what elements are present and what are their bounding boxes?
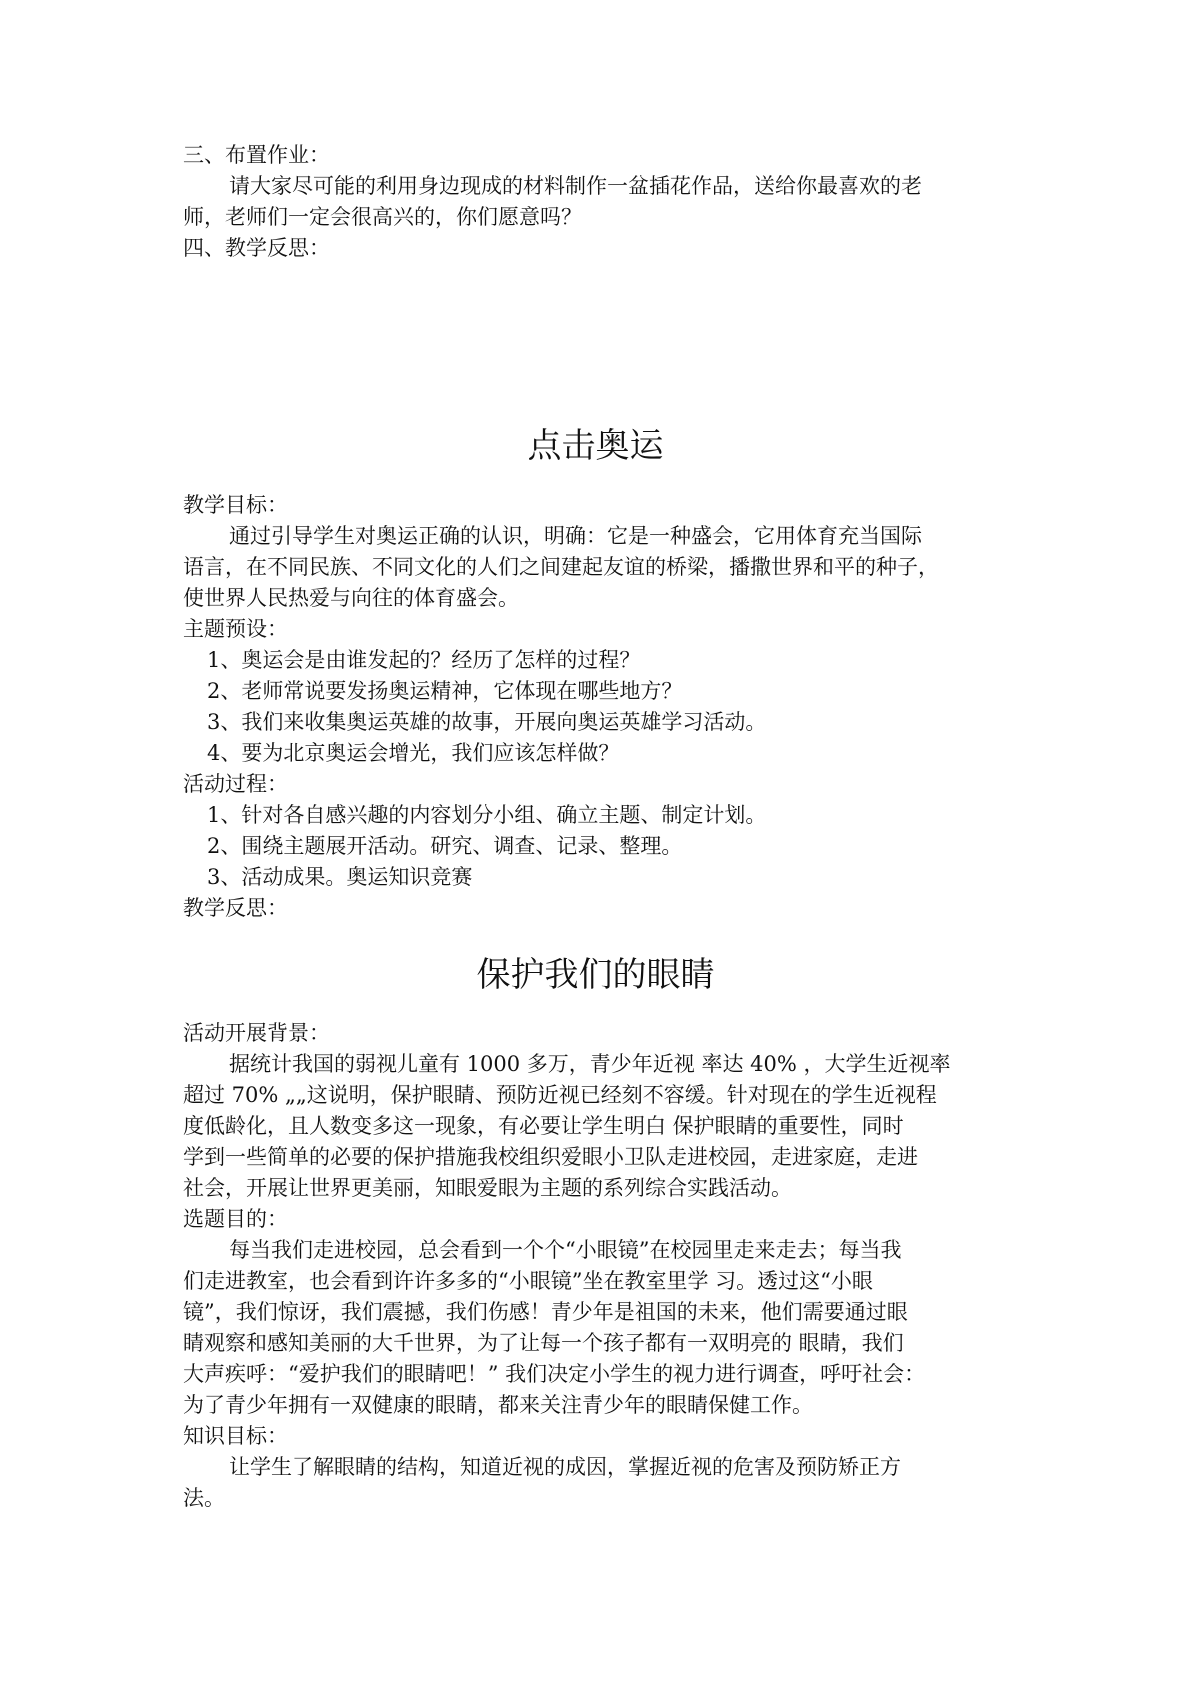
background-label: 活动开展背景： bbox=[183, 1021, 330, 1045]
reflection-heading: 四、教学反思： bbox=[183, 236, 330, 260]
knowledge-line: 让学生了解眼睛的结构，知道近视的成因，掌握近视的危害及预防矫正方 bbox=[229, 1455, 901, 1479]
theme-label: 主题预设： bbox=[183, 617, 288, 641]
process-item: 3、活动成果。奥运知识竞赛 bbox=[207, 865, 473, 889]
purpose-line: 睛观察和感知美丽的大千世界，为了让每一个孩子都有一双明亮的 眼睛，我们 bbox=[183, 1331, 904, 1355]
purpose-line: 大声疾呼：“爱护我们的眼睛吧！” 我们决定小学生的视力进行调查，呼吁社会： bbox=[183, 1362, 926, 1386]
purpose-label: 选题目的： bbox=[183, 1207, 288, 1231]
process-item: 2、围绕主题展开活动。研究、调查、记录、整理。 bbox=[207, 834, 683, 858]
background-line: 超过 70% „„这说明，保护眼睛、预防近视已经刻不容缓。针对现在的学生近视程 bbox=[183, 1083, 937, 1107]
background-line: 度低龄化，且人数变多这一现象，有必要让学生明白 保护眼睛的重要性，同时 bbox=[183, 1114, 904, 1138]
process-item: 1、针对各自感兴趣的内容划分小组、确立主题、制定计划。 bbox=[207, 803, 767, 827]
purpose-line: 每当我们走进校园，总会看到一个个“小眼镜”在校园里走来走去；每当我 bbox=[229, 1238, 902, 1262]
theme-item: 4、要为北京奥运会增光，我们应该怎样做？ bbox=[207, 741, 620, 765]
theme-item: 2、老师常说要发扬奥运精神，它体现在哪些地方？ bbox=[207, 679, 683, 703]
goal-line: 通过引导学生对奥运正确的认识，明确：它是一种盛会，它用体育充当国际 bbox=[229, 524, 922, 548]
background-line: 社会，开展让世界更美丽，知眼爱眼为主题的系列综合实践活动。 bbox=[183, 1176, 792, 1200]
purpose-line: 镜”，我们惊讶，我们震撼，我们伤感！青少年是祖国的未来，他们需要通过眼 bbox=[183, 1300, 908, 1324]
theme-item: 3、我们来收集奥运英雄的故事，开展向奥运英雄学习活动。 bbox=[207, 710, 767, 734]
homework-paragraph-line: 师，老师们一定会很高兴的，你们愿意吗？ bbox=[183, 205, 582, 229]
eyes-title: 保护我们的眼睛 bbox=[476, 955, 715, 995]
eyes-section bbox=[183, 1018, 1013, 1514]
homework-section bbox=[183, 140, 1013, 264]
background-line: 据统计我国的弱视儿童有 1000 多万，青少年近视 率达 40% ，大学生近视率 bbox=[229, 1052, 951, 1076]
purpose-line: 为了青少年拥有一双健康的眼睛，都来关注青少年的眼睛保健工作。 bbox=[183, 1393, 813, 1417]
homework-heading: 三、布置作业： bbox=[183, 143, 330, 167]
goal-line: 使世界人民热爱与向往的体育盛会。 bbox=[183, 586, 519, 610]
olympics-reflection-label: 教学反思： bbox=[183, 896, 288, 920]
theme-item: 1、奥运会是由谁发起的？经历了怎样的过程？ bbox=[207, 648, 641, 672]
knowledge-label: 知识目标： bbox=[183, 1424, 288, 1448]
olympics-section bbox=[183, 490, 1013, 924]
background-line: 学到一些简单的必要的保护措施我校组织爱眼小卫队走进校园，走进家庭，走进 bbox=[183, 1145, 918, 1169]
homework-paragraph-line: 请大家尽可能的利用身边现成的材料制作一盆插花作品，送给你最喜欢的老 bbox=[229, 174, 922, 198]
knowledge-line: 法。 bbox=[183, 1486, 225, 1510]
goal-line: 语言，在不同民族、不同文化的人们之间建起友谊的桥梁，播撒世界和平的种子， bbox=[183, 555, 939, 579]
goal-label: 教学目标： bbox=[183, 493, 288, 517]
olympics-title: 点击奥运 bbox=[527, 426, 664, 466]
process-label: 活动过程： bbox=[183, 772, 288, 796]
purpose-line: 们走进教室，也会看到许许多多的“小眼镜”坐在教室里学 习。透过这“小眼 bbox=[183, 1269, 873, 1293]
